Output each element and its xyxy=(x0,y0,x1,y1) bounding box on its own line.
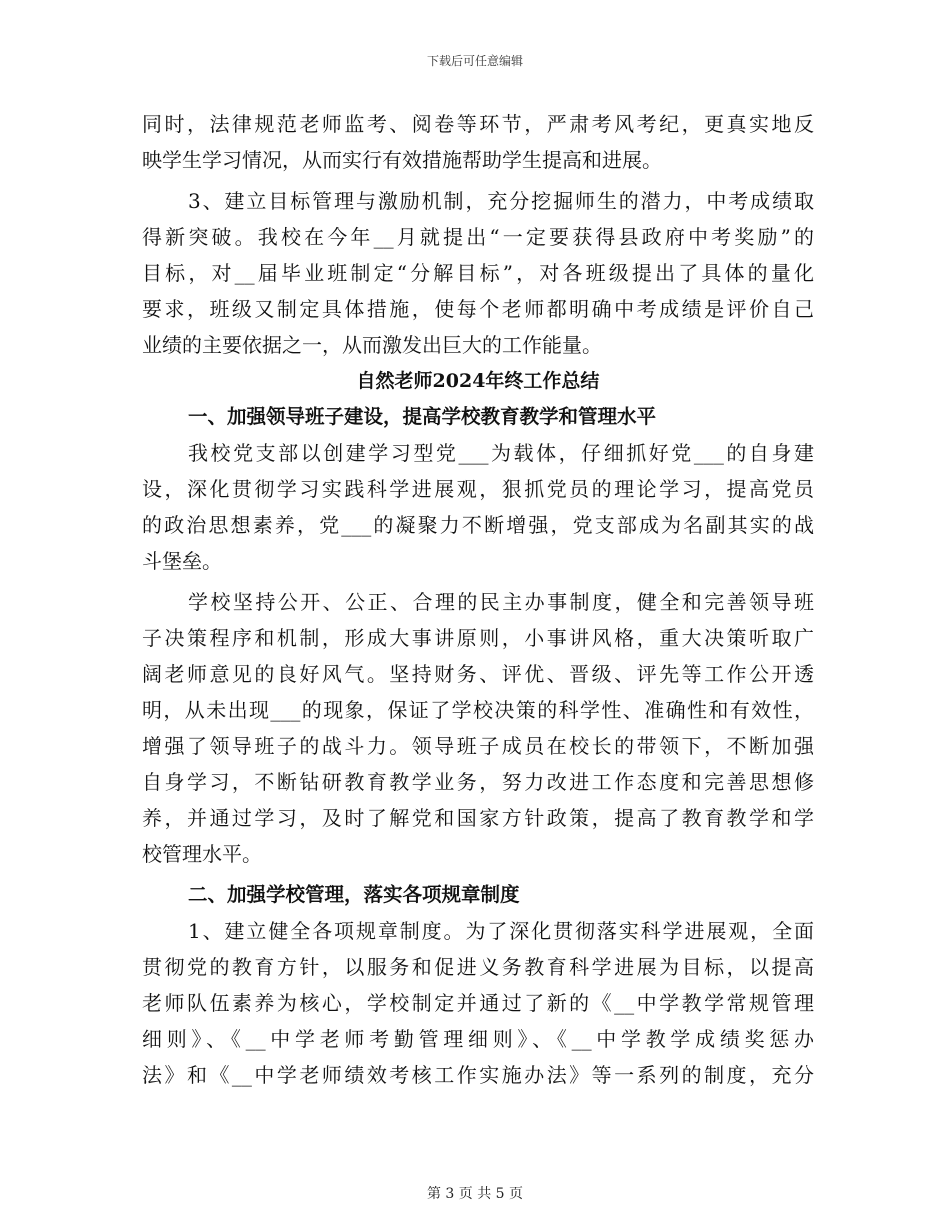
paragraph-line: 贯彻党的教育方针，以服务和促进义务教育科学进展为目标，以提高 xyxy=(142,955,814,979)
section-heading: 二、加强学校管理，落实各项规章制度 xyxy=(188,883,520,906)
paragraph-line: 我校党支部以创建学习型党___为载体，仔细抓好党___的自身建 xyxy=(188,441,814,465)
paragraph-line: 同时，法律规范老师监考、阅卷等环节，严肃考风考纪，更真实地反 xyxy=(142,112,814,136)
paragraph-line: 3、建立目标管理与激励机制，充分挖掘师生的潜力，中考成绩取 xyxy=(188,189,814,213)
paragraph-line: 学校坚持公开、公正、合理的民主办事制度，健全和完善领导班 xyxy=(188,590,814,614)
paragraph-line: 养，并通过学习，及时了解党和国家方针政策，提高了教育教学和学 xyxy=(142,806,814,830)
paragraph-line: 业绩的主要依据之一，从而激发出巨大的工作能量。 xyxy=(142,333,602,357)
paragraph-line: 增强了领导班子的战斗力。领导班子成员在校长的带领下，不断加强 xyxy=(142,734,814,758)
paragraph-line: 得新突破。我校在今年__月就提出“一定要获得县政府中考奖励”的 xyxy=(142,225,814,249)
page-header-note: 下载后可任意编辑 xyxy=(426,54,523,68)
paragraph-line: 校管理水平。 xyxy=(142,842,262,866)
paragraph-line: 细则》、《__中学老师考勤管理细则》、《__中学教学成绩奖惩办 xyxy=(142,1027,814,1051)
page-footer-page-number: 第 3 页 共 5 页 xyxy=(426,1186,524,1202)
paragraph-line: 1、建立健全各项规章制度。为了深化贯彻落实科学进展观，全面 xyxy=(188,919,814,943)
paragraph-line: 的政治思想素养，党___的凝聚力不断增强，党支部成为名副其实的战 xyxy=(142,513,814,537)
document-title: 自然老师2024年终工作总结 xyxy=(356,370,600,392)
paragraph-line: 要求，班级又制定具体措施，使每个老师都明确中考成绩是评价自己 xyxy=(142,297,814,321)
paragraph-line: 目标，对__届毕业班制定“分解目标”，对各班级提出了具体的量化 xyxy=(142,261,814,285)
paragraph-line: 法》和《__中学老师绩效考核工作实施办法》等一系列的制度，充分 xyxy=(142,1063,814,1087)
paragraph-line: 明，从未出现___的现象，保证了学校决策的科学性、准确性和有效性， xyxy=(142,698,814,722)
paragraph-line: 老师队伍素养为核心，学校制定并通过了新的《__中学教学常规管理 xyxy=(142,991,814,1015)
paragraph-line: 斗堡垒。 xyxy=(142,549,222,573)
paragraph-line: 阔老师意见的良好风气。坚持财务、评优、晋级、评先等工作公开透 xyxy=(142,662,814,686)
paragraph-line: 子决策程序和机制，形成大事讲原则，小事讲风格，重大决策听取广 xyxy=(142,626,814,650)
document-body xyxy=(142,106,814,1093)
paragraph-line: 映学生学习情况，从而实行有效措施帮助学生提高和进展。 xyxy=(142,148,662,172)
section-heading: 一、加强领导班子建设，提高学校教育教学和管理水平 xyxy=(188,405,657,428)
paragraph-line: 设，深化贯彻学习实践科学进展观，狠抓党员的理论学习，提高党员 xyxy=(142,477,814,501)
paragraph-line: 自身学习，不断钻研教育教学业务，努力改进工作态度和完善思想修 xyxy=(142,770,814,794)
